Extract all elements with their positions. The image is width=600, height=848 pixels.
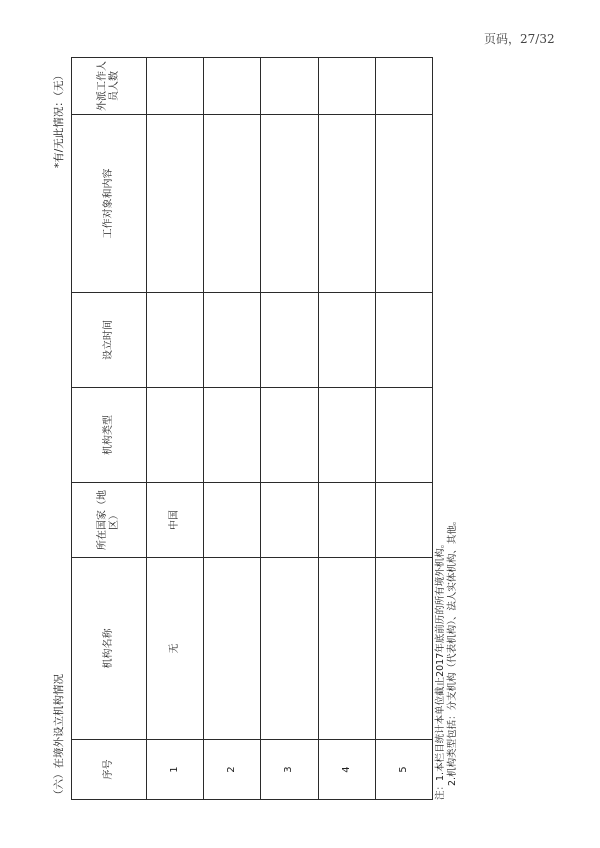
cell-staff	[147, 58, 204, 115]
cell-time	[204, 293, 261, 388]
cell-seq: 5	[375, 740, 432, 800]
table-row	[318, 58, 375, 800]
cell-name: 无	[147, 558, 204, 740]
cell-country	[318, 483, 375, 558]
cell-content	[375, 115, 432, 293]
header-country: 所在国家（地区）	[72, 483, 147, 558]
table-row	[204, 58, 261, 800]
header-seq: 序号	[72, 740, 147, 800]
cell-type	[204, 388, 261, 483]
cell-staff	[204, 58, 261, 115]
footnote-1: 注：1.本栏目统计本单位截止2017年底前历的所有境外机构。	[435, 538, 446, 800]
section-title: （六）在境外设立机构情况	[53, 674, 65, 800]
cell-country	[261, 483, 318, 558]
header-type: 机构类型	[72, 388, 147, 483]
cell-name	[204, 558, 261, 740]
footnotes	[435, 516, 459, 800]
cell-name	[375, 558, 432, 740]
cell-country	[375, 483, 432, 558]
cell-country	[204, 483, 261, 558]
cell-content	[318, 115, 375, 293]
cell-staff	[318, 58, 375, 115]
overseas-institutions-table	[71, 57, 433, 800]
header-time: 设立时间	[72, 293, 147, 388]
cell-time	[147, 293, 204, 388]
header-staff: 外派工作人员人数	[72, 58, 147, 115]
cell-seq: 1	[147, 740, 204, 800]
table-row	[147, 58, 204, 800]
cell-staff	[261, 58, 318, 115]
table-row	[261, 58, 318, 800]
cell-seq: 4	[318, 740, 375, 800]
cell-time	[375, 293, 432, 388]
cell-type	[375, 388, 432, 483]
cell-type	[318, 388, 375, 483]
cell-name	[261, 558, 318, 740]
table-row	[375, 58, 432, 800]
cell-name	[318, 558, 375, 740]
header-name: 机构名称	[72, 558, 147, 740]
cell-content	[204, 115, 261, 293]
cell-seq: 2	[204, 740, 261, 800]
cell-type	[147, 388, 204, 483]
cell-time	[318, 293, 375, 388]
header-content: 工作对象和内容	[72, 115, 147, 293]
cell-time	[261, 293, 318, 388]
cell-country: 中国	[147, 483, 204, 558]
cell-seq: 3	[261, 740, 318, 800]
status-line: *有/无此情况：（无）	[53, 70, 65, 169]
cell-staff	[375, 58, 432, 115]
page-number: 页码，27/32	[484, 32, 555, 46]
cell-type	[261, 388, 318, 483]
cell-content	[261, 115, 318, 293]
table-header-row	[72, 58, 147, 800]
footnote-2: 2.机构类型包括：分支机构（代表机构）、法人实体机构、其他。	[447, 515, 458, 786]
cell-content	[147, 115, 204, 293]
rotated-page-content	[52, 58, 458, 800]
